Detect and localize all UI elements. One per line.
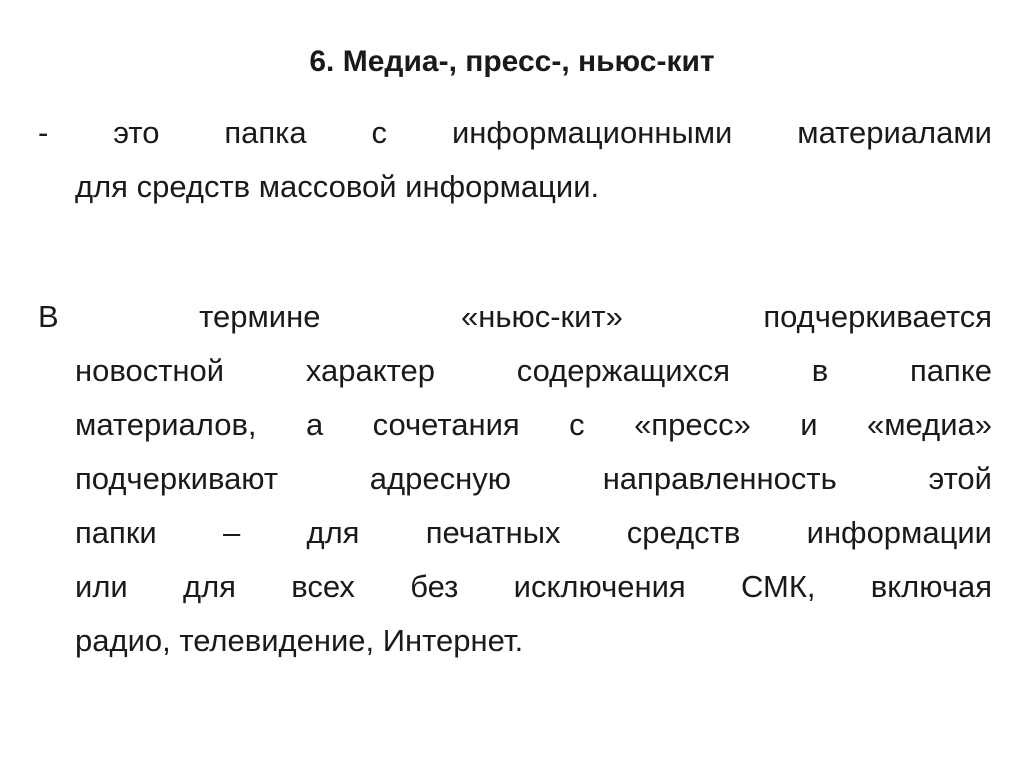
explanation-line-6: или для всех без исключения СМК, включая xyxy=(75,569,992,604)
explanation-line-1: В термине «ньюс-кит» подчеркивается xyxy=(38,299,992,334)
explanation-line-2: новостной характер содержащихся в папке xyxy=(75,353,992,388)
explanation-line-5: папки – для печатных средств информации xyxy=(75,515,992,550)
definition-paragraph xyxy=(38,106,992,214)
definition-line-2: для средств массовой информации. xyxy=(75,169,600,204)
explanation-line-3: материалов, а сочетания с «пресс» и «медиа» xyxy=(75,407,992,442)
explanation-line-4: подчеркивают адресную направленность этой xyxy=(75,461,992,496)
explanation-paragraph xyxy=(38,290,992,668)
definition-line-1: - это папка с информационными материалами xyxy=(38,115,992,150)
explanation-line-7: радио, телевидение, Интернет. xyxy=(75,623,524,658)
slide-title: 6. Медиа-, пресс-, ньюс-кит xyxy=(309,45,715,78)
